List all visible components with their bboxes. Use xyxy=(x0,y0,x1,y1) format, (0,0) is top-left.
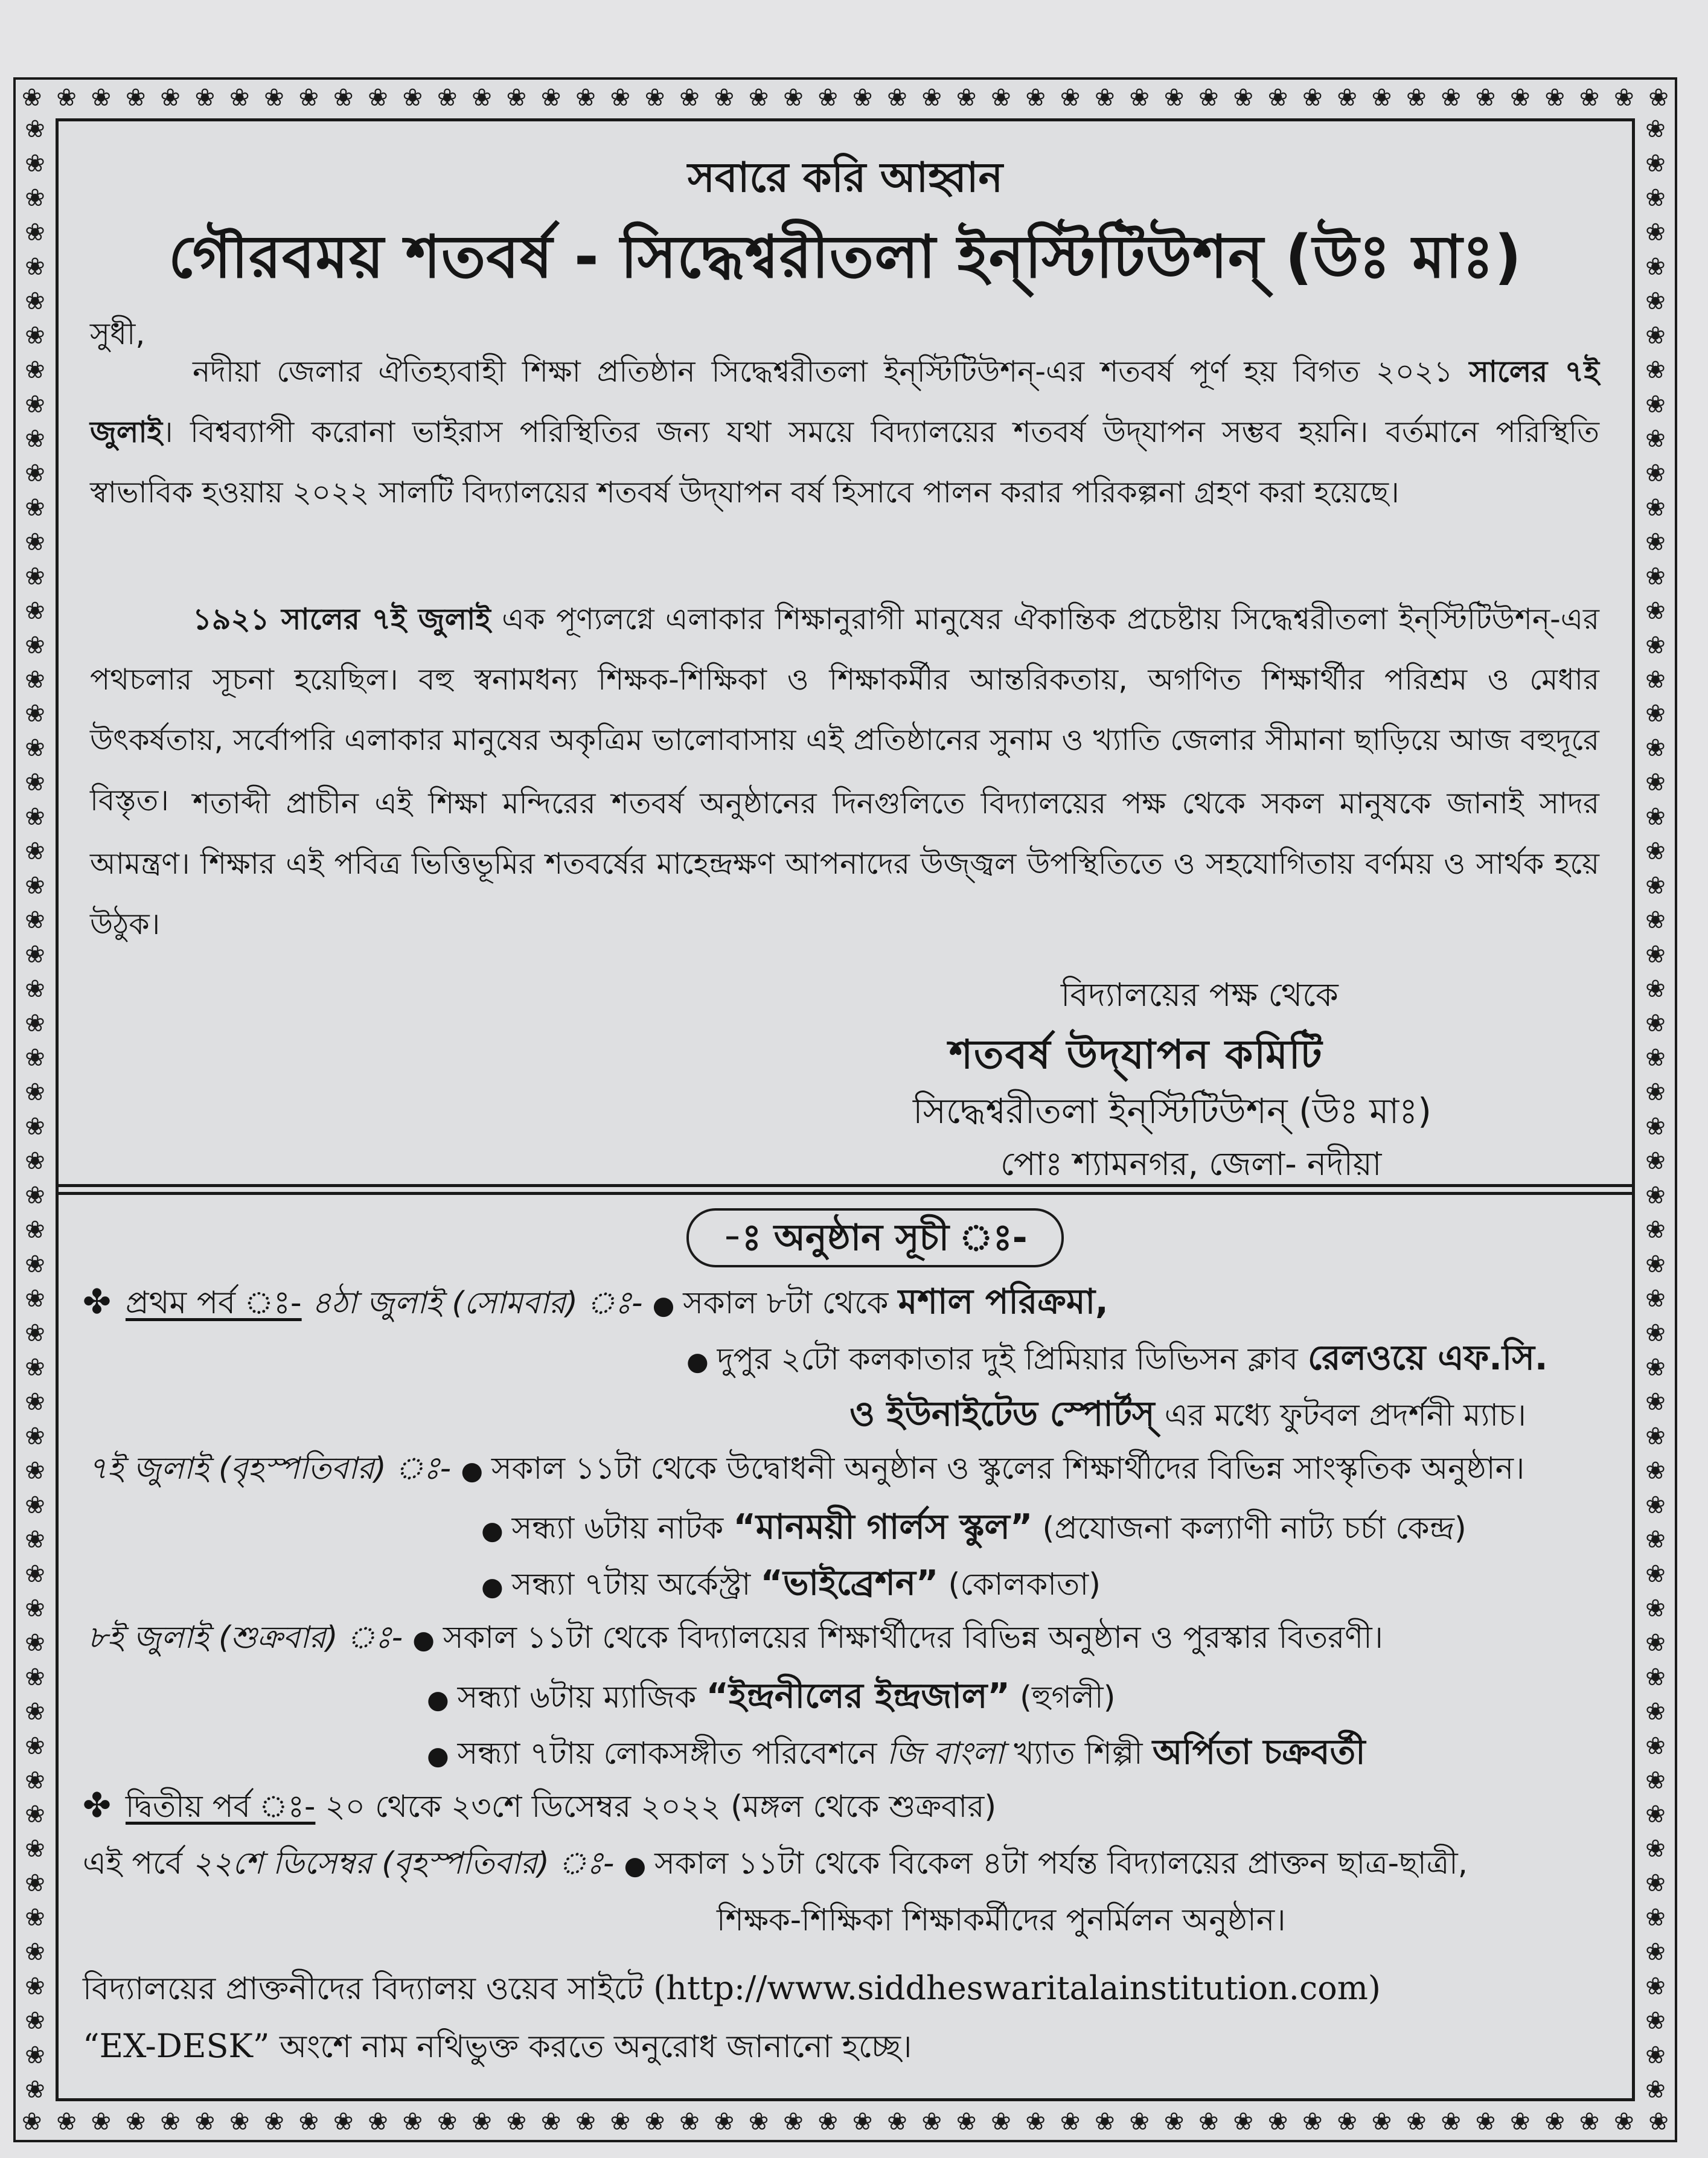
flower-ornament-icon: ❀ xyxy=(1645,184,1666,212)
flower-ornament-icon: ❀ xyxy=(25,1938,45,1967)
flower-ornament-icon: ❀ xyxy=(25,941,45,969)
flower-ornament-icon: ❀ xyxy=(472,84,492,112)
flower-ornament-icon: ❀ xyxy=(1645,115,1666,143)
flower-ornament-icon: ❀ xyxy=(1645,1732,1666,1760)
flower-ornament-icon: ❀ xyxy=(56,84,77,112)
day2-item3-bold: “ভাইব্রেশন” xyxy=(760,1563,939,1603)
bullet-icon: ● xyxy=(624,1850,647,1880)
flower-ornament-icon: ❀ xyxy=(817,2108,839,2136)
flower-ornament-icon: ❀ xyxy=(1198,2108,1219,2136)
inner-box xyxy=(56,118,1635,2101)
day2-item3-text-b: (কোলকাতা) xyxy=(938,1567,1101,1602)
paragraph-1 xyxy=(90,342,1599,523)
paragraph-2-text: এক পূণ্যলগ্নে এলাকার শিক্ষানুরাগী মানুষের ঐকান্তিক প্রচেষ্টায় সিদ্ধেশ্বরীতলা ইন্‌স্টিটিউশন্-এর পথচলার সূচনা হয়েছিল। বহু স্বনামধন্য শিক্ষক-শিক্ষিকা ও শিক্ষাকর্মীর আন্তরিকতায়, অগণিত শিক্ষার্থীর পরিশ্রম ও মেধার উৎকর্ষতায়, সর্বোপরি এলাকার মানুষের অকৃত্রিম ভালোবাসায় এই প্রতিষ্ঠানের সুনাম ও খ্যাতি জেলার সীমানা ছাড়িয়ে আজ বহুদূরে বিস্তৃত। xyxy=(90,602,1599,818)
flower-ornament-icon: ❀ xyxy=(1441,2108,1461,2136)
flower-ornament-icon: ❀ xyxy=(1648,84,1669,112)
day3-item2-bold: “ইন্দ্রনীলের ইন্দ্রজাল” xyxy=(706,1676,1010,1716)
footer-line-2 xyxy=(83,2022,912,2075)
flower-ornament-icon: ❀ xyxy=(25,1353,45,1382)
flower-ornament-icon: ❀ xyxy=(1060,2108,1081,2136)
flower-ornament-icon: ❀ xyxy=(506,84,527,112)
flower-ornament-icon: ❀ xyxy=(1163,84,1185,112)
flower-ornament-icon: ❀ xyxy=(956,2108,977,2136)
flower-ornament-icon: ❀ xyxy=(1371,2108,1392,2136)
bullet-icon: ● xyxy=(427,1740,449,1770)
flower-ornament-icon: ❀ xyxy=(783,2108,804,2136)
day2-item2-text: সন্ধ্যা ৬টায় নাটক xyxy=(511,1511,734,1546)
flower-ornament-icon: ❀ xyxy=(1406,2108,1427,2136)
flower-ornament-icon: ❀ xyxy=(783,84,804,112)
flower-ornament-icon: ❀ xyxy=(25,1697,45,1726)
flower-ornament-icon: ❀ xyxy=(1198,84,1219,112)
flower-ornament-icon: ❀ xyxy=(1645,872,1666,900)
flower-ornament-icon: ❀ xyxy=(1645,1835,1666,1863)
flower-ornament-icon: ❀ xyxy=(25,1560,45,1588)
bullet-icon: ● xyxy=(652,1290,675,1320)
flower-ornament-icon: ❀ xyxy=(1645,1284,1666,1313)
bullet-icon: ● xyxy=(412,1624,435,1654)
flower-ornament-icon: ❀ xyxy=(91,84,112,112)
flower-ornament-icon: ❀ xyxy=(887,2108,907,2136)
website-link[interactable]: (http://www.siddheswaritalainstitution.com) xyxy=(653,1969,1381,2007)
day2-item3-text: সন্ধ্যা ৭টায় অর্কেস্ট্রা xyxy=(511,1567,761,1602)
paragraph-1-text-b: । বিশ্বব্যাপী করোনা ভাইরাস পরিস্থিতির জন্য যথা সময়ে বিদ্যালয়ের শতবর্ষ উদ্‌যাপন সম্ভব হয়নি। বর্তমানে পরিস্থিতি স্বাভাবিক হওয়ায় ২০২২ সালটি বিদ্যালয়ের শতবর্ষ উদ্‌যাপন বর্ষ হিসাবে পালন করার পরিকল্পনা গ্রহণ করা হয়েছে। xyxy=(90,415,1599,510)
flower-ornament-icon: ❀ xyxy=(1645,1319,1666,1347)
flower-ornament-icon: ❀ xyxy=(25,493,45,522)
section-divider xyxy=(59,1184,1632,1195)
flower-ornament-icon: ❀ xyxy=(25,631,45,659)
flower-ornament-icon: ❀ xyxy=(1645,1628,1666,1657)
flower-ornament-icon: ❀ xyxy=(575,2108,596,2136)
flower-ornament-icon: ❀ xyxy=(25,424,45,453)
flower-ornament-icon: ❀ xyxy=(1579,2108,1600,2136)
bullet-icon: ● xyxy=(427,1684,449,1714)
flower-ornament-icon: ❀ xyxy=(25,837,45,866)
paragraph-2-bold: ১৯২১ সালের ৭ই জুলাই xyxy=(193,602,491,636)
flower-ornament-icon: ❀ xyxy=(679,84,700,112)
flower-ornament-icon: ❀ xyxy=(437,2108,458,2136)
flower-ornament-icon: ❀ xyxy=(1645,1147,1666,1176)
flower-ornament-icon: ❀ xyxy=(56,2108,77,2136)
flower-ornament-icon: ❀ xyxy=(714,84,735,112)
flower-ornament-icon: ❀ xyxy=(1645,1869,1666,1898)
paragraph-3-text: শতাব্দী প্রাচীন এই শিক্ষা মন্দিরের শতবর্ষ অনুষ্ঠানের দিনগুলিতে বিদ্যালয়ের পক্ষ থেকে সকল মানুষকে জানাই সাদর আমন্ত্রণ। শিক্ষার এই পবিত্র ভিত্তিভূমির শতবর্ষের মাহেন্দ্রক্ষণ আপনাদের উজ্জ্বল উপস্থিতিতে ও সহযোগিতায় বর্ণময় ও সার্থক হয়ে উঠুক। xyxy=(90,786,1599,941)
flower-ornament-icon: ❀ xyxy=(333,84,354,112)
day2-item3-line xyxy=(481,1557,1101,1615)
flower-ornament-icon: ❀ xyxy=(1645,1525,1666,1554)
flower-ornament-icon: ❀ xyxy=(1645,1904,1666,1932)
flower-ornament-icon: ❀ xyxy=(1233,2108,1253,2136)
bullet-icon: ● xyxy=(481,1515,504,1545)
flower-ornament-icon: ❀ xyxy=(25,459,45,487)
part2-dates: ২০ থেকে ২৩শে ডিসেম্বর ২০২২ (মঙ্গল থেকে শুক্রবার) xyxy=(315,1789,997,1825)
flower-ornament-icon: ❀ xyxy=(852,84,873,112)
flower-ornament-icon: ❀ xyxy=(25,1147,45,1176)
day3-item3-text-b: খ্যাত শিল্পী xyxy=(1004,1736,1153,1772)
signature-institution: সিদ্ধেশ্বরীতলা ইন্‌স্টিটিউশন্ (উঃ মাঃ) xyxy=(913,1090,1431,1132)
flower-ornament-icon: ❀ xyxy=(25,252,45,281)
flower-ornament-icon: ❀ xyxy=(1645,975,1666,1004)
flower-ornament-icon: ❀ xyxy=(1645,631,1666,659)
flower-ornament-icon: ❀ xyxy=(1337,84,1357,112)
flower-ornament-icon: ❀ xyxy=(25,2076,45,2104)
flower-ornament-icon: ❀ xyxy=(1645,803,1666,831)
flower-ornament-icon: ❀ xyxy=(125,84,146,112)
day1-item2-line xyxy=(686,1332,1548,1389)
flower-ornament-icon: ❀ xyxy=(25,562,45,591)
flower-ornament-icon: ❀ xyxy=(22,2108,42,2136)
flower-ornament-icon: ❀ xyxy=(1544,84,1565,112)
flower-ornament-icon: ❀ xyxy=(25,803,45,831)
flower-ornament-icon: ❀ xyxy=(1302,2108,1323,2136)
part2-day-label: ২২শে ডিসেম্বর (বৃহস্পতিবার) ঃ- xyxy=(192,1846,615,1881)
flower-ornament-icon: ❀ xyxy=(25,975,45,1004)
flower-ornament-icon: ❀ xyxy=(1129,84,1150,112)
flower-ornament-icon: ❀ xyxy=(1475,2108,1496,2136)
flower-ornament-icon: ❀ xyxy=(1645,941,1666,969)
flower-ornament-icon: ❀ xyxy=(817,84,839,112)
flower-ornament-icon: ❀ xyxy=(437,84,458,112)
flower-ornament-icon: ❀ xyxy=(1233,84,1253,112)
flower-ornament-icon: ❀ xyxy=(264,84,284,112)
flower-ornament-icon: ❀ xyxy=(1645,1388,1666,1416)
flower-ornament-icon: ❀ xyxy=(1645,1182,1666,1210)
flower-ornament-icon: ❀ xyxy=(1645,1697,1666,1726)
flower-ornament-icon: ❀ xyxy=(125,2108,146,2136)
day1-item2-text: দুপুর ২টো কলকাতার দুই প্রিমিয়ার ডিভিসন ক্লাব xyxy=(717,1342,1308,1377)
part2-line xyxy=(83,1783,996,1834)
day2-label: ৭ই জুলাই (বৃহস্পতিবার) ঃ- xyxy=(88,1451,452,1487)
flower-ornament-icon: ❀ xyxy=(1337,2108,1357,2136)
day1-item2-bold: রেলওয়ে এফ.সি. xyxy=(1308,1338,1548,1378)
programme-title: -ঃ অনুষ্ঠান সূচী ঃ- xyxy=(686,1208,1064,1267)
ornament-border-top xyxy=(22,83,1669,112)
flower-ornament-icon: ❀ xyxy=(25,734,45,763)
flower-ornament-icon: ❀ xyxy=(25,2007,45,2035)
paragraph-3 xyxy=(90,773,1599,955)
flower-ornament-icon: ❀ xyxy=(1645,2041,1666,2070)
day3-item1-text: সকাল ১১টা থেকে বিদ্যালয়ের শিক্ষার্থীদের বিভিন্ন অনুষ্ঠান ও পুরস্কার বিতরণী। xyxy=(443,1620,1383,1656)
flower-ornament-icon: ❀ xyxy=(160,2108,181,2136)
flower-ornament-icon: ❀ xyxy=(25,356,45,384)
flower-ornament-icon: ❀ xyxy=(25,1525,45,1554)
flower-ornament-icon: ❀ xyxy=(1441,84,1461,112)
flower-ornament-icon: ❀ xyxy=(1645,2076,1666,2104)
day3-item3-line xyxy=(427,1726,1366,1784)
part2-item1-cont: শিক্ষক-শিক্ষিকা শিক্ষাকর্মীদের পুনর্মিলন অনুষ্ঠান। xyxy=(717,1903,1286,1938)
flower-ornament-icon: ❀ xyxy=(25,1044,45,1072)
flower-ornament-icon: ❀ xyxy=(25,1869,45,1898)
flower-ornament-icon: ❀ xyxy=(1645,321,1666,350)
flower-ornament-icon: ❀ xyxy=(1614,2108,1634,2136)
flower-ornament-icon: ❀ xyxy=(25,321,45,350)
day3-item3-italic: জি বাংলা xyxy=(886,1736,1005,1772)
flower-ornament-icon: ❀ xyxy=(1645,1353,1666,1382)
flower-ornament-icon: ❀ xyxy=(264,2108,284,2136)
flower-ornament-icon: ❀ xyxy=(1645,459,1666,487)
flower-ornament-icon: ❀ xyxy=(1614,84,1634,112)
flower-ornament-icon: ❀ xyxy=(1163,2108,1185,2136)
flower-ornament-icon: ❀ xyxy=(25,769,45,797)
flower-ornament-icon: ❀ xyxy=(25,1801,45,1829)
flower-ornament-icon: ❀ xyxy=(1475,84,1496,112)
tagline: সবারে করি আহ্বান xyxy=(687,154,1003,202)
flower-ornament-icon: ❀ xyxy=(25,1904,45,1932)
day2-item1-text: সকাল ১১টা থেকে উদ্বোধনী অনুষ্ঠান ও স্কুলের শিক্ষার্থীদের বিভিন্ন সাংস্কৃতিক অনুষ্ঠান। xyxy=(491,1451,1525,1487)
flower-ornament-icon: ❀ xyxy=(1579,84,1600,112)
flower-ornament-icon: ❀ xyxy=(25,1422,45,1450)
flower-ornament-icon: ❀ xyxy=(25,597,45,625)
flower-ornament-icon: ❀ xyxy=(1267,84,1288,112)
flower-ornament-icon: ❀ xyxy=(1645,1078,1666,1107)
flower-ornament-icon: ❀ xyxy=(1645,837,1666,866)
flower-ornament-icon: ❀ xyxy=(402,2108,423,2136)
flower-ornament-icon: ❀ xyxy=(1060,84,1081,112)
paragraph-1-bold: সালের ৭ই জুলাই xyxy=(90,354,1599,449)
footer-text: বিদ্যালয়ের প্রাক্তনীদের বিদ্যালয় ওয়েব সাইটে xyxy=(83,1971,654,2007)
flower-ornament-icon: ❀ xyxy=(25,1216,45,1244)
flower-ornament-icon: ❀ xyxy=(25,906,45,935)
flower-ornament-icon: ❀ xyxy=(1645,700,1666,728)
flower-ornament-icon: ❀ xyxy=(748,2108,769,2136)
ex-desk-label: “EX-DESK” xyxy=(83,2027,270,2065)
flower-ornament-icon: ❀ xyxy=(1645,1560,1666,1588)
flower-ornament-icon: ❀ xyxy=(991,2108,1011,2136)
flower-ornament-icon: ❀ xyxy=(921,2108,942,2136)
flower-ornament-icon: ❀ xyxy=(1645,1491,1666,1519)
part2-day-line xyxy=(83,1840,1468,1891)
flower-ornament-icon: ❀ xyxy=(25,287,45,315)
headline: গৌরবময় শতবর্ষ - সিদ্ধেশ্বরীতলা ইন্‌স্টিটিউশন্ (উঃ মাঃ) xyxy=(168,223,1522,292)
flower-ornament-icon: ❀ xyxy=(25,184,45,212)
day3-item3-bold: অর্পিতা চক্রবর্তী xyxy=(1152,1732,1366,1772)
part2-label: দ্বিতীয় পর্ব ঃ- xyxy=(125,1789,316,1825)
flower-ornament-icon: ❀ xyxy=(1025,2108,1046,2136)
flower-ornament-icon: ❀ xyxy=(229,2108,250,2136)
part1-label: প্রথম পর্ব ঃ- xyxy=(125,1285,302,1321)
flower-ornament-icon: ❀ xyxy=(333,2108,354,2136)
day3-label: ৮ই জুলাই (শুক্রবার) ঃ- xyxy=(88,1620,403,1656)
signature-committee: শতবর্ষ উদ্‌যাপন কমিটি xyxy=(949,1031,1323,1078)
flower-ornament-icon: ❀ xyxy=(1645,2007,1666,2035)
flower-ornament-icon: ❀ xyxy=(25,390,45,418)
flower-ornament-icon: ❀ xyxy=(887,84,907,112)
flower-ornament-icon: ❀ xyxy=(1645,1250,1666,1278)
flower-ornament-icon: ❀ xyxy=(25,1182,45,1210)
flower-ornament-icon: ❀ xyxy=(610,2108,631,2136)
flower-ornament-icon: ❀ xyxy=(91,2108,112,2136)
flower-ornament-icon: ❀ xyxy=(25,1388,45,1416)
day3-item1-line xyxy=(88,1614,1383,1665)
day3-item3-text: সন্ধ্যা ৭টায় লোকসঙ্গীত পরিবেশনে xyxy=(457,1736,887,1772)
flower-ornament-icon: ❀ xyxy=(1645,597,1666,625)
flower-ornament-icon: ❀ xyxy=(25,1010,45,1038)
bullet-icon: ● xyxy=(461,1455,483,1485)
day3-item2-text: সন্ধ্যা ৬টায় ম্যাজিক xyxy=(457,1680,706,1715)
flower-ornament-icon: ❀ xyxy=(1645,390,1666,418)
flower-ornament-icon: ❀ xyxy=(25,115,45,143)
flower-ornament-icon: ❀ xyxy=(1645,528,1666,556)
bullet-icon: ● xyxy=(481,1571,504,1601)
flower-ornament-icon: ❀ xyxy=(25,528,45,556)
day1-item3-line xyxy=(849,1388,1526,1446)
flower-ornament-icon: ❀ xyxy=(25,218,45,246)
flower-ornament-icon: ❀ xyxy=(1129,2108,1150,2136)
signature-line-1: বিদ্যালয়ের পক্ষ থেকে xyxy=(1061,976,1339,1014)
flower-ornament-icon: ❀ xyxy=(25,1628,45,1657)
flower-ornament-icon: ❀ xyxy=(25,1319,45,1347)
flower-ornament-icon: ❀ xyxy=(25,1113,45,1141)
flower-ornament-icon: ❀ xyxy=(368,2108,388,2136)
flower-ornament-icon: ❀ xyxy=(1645,356,1666,384)
flower-ornament-icon: ❀ xyxy=(25,1594,45,1622)
day2-item2-text-b: (প্রযোজনা কল্যাণী নাট্য চর্চা কেন্দ্র) xyxy=(1032,1511,1467,1546)
flower-ornament-icon: ❀ xyxy=(1645,734,1666,763)
flower-ornament-icon: ❀ xyxy=(229,84,250,112)
flower-ornament-icon: ❀ xyxy=(1645,1663,1666,1691)
flower-ornament-icon: ❀ xyxy=(1645,1113,1666,1141)
flower-ornament-icon: ❀ xyxy=(25,1284,45,1313)
flower-ornament-icon: ❀ xyxy=(610,84,631,112)
flower-ornament-icon: ❀ xyxy=(194,2108,216,2136)
flower-ornament-icon: ❀ xyxy=(298,84,319,112)
flower-ornament-icon: ❀ xyxy=(540,2108,561,2136)
flower-ornament-icon: ❀ xyxy=(25,872,45,900)
footer-line-1 xyxy=(83,1964,1381,2017)
page-frame xyxy=(13,77,1677,2142)
ornament-border-right xyxy=(1641,115,1670,2105)
invitation-section xyxy=(59,121,1632,1182)
flower-ornament-icon: ❀ xyxy=(368,84,388,112)
flower-ornament-icon: ❀ xyxy=(1645,1938,1666,1967)
day1-item1-text: সকাল ৮টা থেকে xyxy=(683,1286,898,1321)
flower-ornament-icon: ❀ xyxy=(1645,906,1666,935)
flower-ornament-icon: ❀ xyxy=(1406,84,1427,112)
flower-ornament-icon: ❀ xyxy=(25,1973,45,2001)
bullet-icon: ● xyxy=(686,1346,709,1376)
flower-ornament-icon: ❀ xyxy=(852,2108,873,2136)
flower-ornament-icon: ❀ xyxy=(1371,84,1392,112)
flower-ornament-icon: ❀ xyxy=(1645,149,1666,178)
flower-ornament-icon: ❀ xyxy=(1645,1216,1666,1244)
flower-ornament-icon: ❀ xyxy=(194,84,216,112)
ornament-border-left xyxy=(21,115,50,2105)
flower-ornament-icon: ❀ xyxy=(1645,1973,1666,2001)
part1-day1-line xyxy=(83,1276,1108,1333)
flower-ornament-icon: ❀ xyxy=(402,84,423,112)
day2-item1-line xyxy=(88,1445,1524,1496)
flower-ornament-icon: ❀ xyxy=(1095,84,1115,112)
day2-item2-bold: “মানময়ী গার্লস স্কুল” xyxy=(733,1507,1033,1547)
flower-ornament-icon: ❀ xyxy=(25,665,45,694)
flower-ornament-icon: ❀ xyxy=(160,84,181,112)
flower-ornament-icon: ❀ xyxy=(25,1456,45,1485)
day1-item3-text: এর মধ্যে ফুটবল প্রদর্শনী ম্যাচ। xyxy=(1154,1398,1526,1433)
flower-ornament-icon: ❀ xyxy=(1267,2108,1288,2136)
part2-prefix: এই পর্বে xyxy=(83,1846,193,1881)
flower-bullet-icon: ✤ xyxy=(83,1786,111,1825)
day2-item2-line xyxy=(481,1501,1467,1558)
salutation: সুধী, xyxy=(90,316,146,351)
flower-ornament-icon: ❀ xyxy=(298,2108,319,2136)
flower-bullet-icon: ✤ xyxy=(83,1282,111,1322)
flower-ornament-icon: ❀ xyxy=(575,84,596,112)
flower-ornament-icon: ❀ xyxy=(1645,665,1666,694)
flower-ornament-icon: ❀ xyxy=(956,84,977,112)
flower-ornament-icon: ❀ xyxy=(25,1835,45,1863)
flower-ornament-icon: ❀ xyxy=(1025,84,1046,112)
ornament-border-bottom xyxy=(22,2107,1669,2136)
flower-ornament-icon: ❀ xyxy=(1645,1044,1666,1072)
flower-ornament-icon: ❀ xyxy=(1095,2108,1115,2136)
flower-ornament-icon: ❀ xyxy=(25,149,45,178)
flower-ornament-icon: ❀ xyxy=(1645,1766,1666,1795)
flower-ornament-icon: ❀ xyxy=(25,1491,45,1519)
flower-ornament-icon: ❀ xyxy=(25,1766,45,1795)
flower-ornament-icon: ❀ xyxy=(25,1732,45,1760)
flower-ornament-icon: ❀ xyxy=(1645,562,1666,591)
programme-section xyxy=(59,1196,1632,2098)
flower-ornament-icon: ❀ xyxy=(921,84,942,112)
day1-item3-bold: ও ইউনাইটেড স্পোর্টস্ xyxy=(849,1394,1155,1434)
flower-ornament-icon: ❀ xyxy=(1645,218,1666,246)
flower-ornament-icon: ❀ xyxy=(1645,769,1666,797)
flower-ornament-icon: ❀ xyxy=(644,84,665,112)
flower-ornament-icon: ❀ xyxy=(1645,287,1666,315)
flower-ornament-icon: ❀ xyxy=(748,84,769,112)
flower-ornament-icon: ❀ xyxy=(506,2108,527,2136)
day3-item2-text-b: (হুগলী) xyxy=(1009,1680,1116,1715)
day1-item1-bold: মশাল পরিক্রমা, xyxy=(898,1282,1108,1322)
flower-ornament-icon: ❀ xyxy=(472,2108,492,2136)
flower-ornament-icon: ❀ xyxy=(1645,1594,1666,1622)
day1-label: ৪ঠা জুলাই (সোমবার) ঃ- xyxy=(301,1286,643,1321)
flower-ornament-icon: ❀ xyxy=(1645,1422,1666,1450)
flower-ornament-icon: ❀ xyxy=(679,2108,700,2136)
part2-item1-text: সকাল ১১টা থেকে বিকেল ৪টা পর্যন্ত বিদ্যালয়ের প্রাক্তন ছাত্র-ছাত্রী, xyxy=(654,1846,1468,1881)
flower-ornament-icon: ❀ xyxy=(1648,2108,1669,2136)
flower-ornament-icon: ❀ xyxy=(25,700,45,728)
flower-ornament-icon: ❀ xyxy=(1645,493,1666,522)
flower-ornament-icon: ❀ xyxy=(1645,1010,1666,1038)
flower-ornament-icon: ❀ xyxy=(644,2108,665,2136)
flower-ornament-icon: ❀ xyxy=(25,1250,45,1278)
paragraph-1-text-a: নদীয়া জেলার ঐতিহ্যবাহী শিক্ষা প্রতিষ্ঠান সিদ্ধেশ্বরীতলা ইন্‌স্টিটিউশন্-এর শতবর্ষ পূর্ণ হয় বিগত ২০২১ xyxy=(193,354,1470,389)
day3-item2-line xyxy=(427,1670,1115,1727)
flower-ornament-icon: ❀ xyxy=(1645,252,1666,281)
flower-ornament-icon: ❀ xyxy=(1302,84,1323,112)
flower-ornament-icon: ❀ xyxy=(25,1078,45,1107)
flower-ornament-icon: ❀ xyxy=(1510,84,1530,112)
signature-address: পোঃ শ্যামনগর, জেলা- নদীয়া xyxy=(1000,1145,1382,1183)
flower-ornament-icon: ❀ xyxy=(1645,1456,1666,1485)
flower-ornament-icon: ❀ xyxy=(1510,2108,1530,2136)
flower-ornament-icon: ❀ xyxy=(25,1663,45,1691)
flower-ornament-icon: ❀ xyxy=(1645,424,1666,453)
flower-ornament-icon: ❀ xyxy=(22,84,42,112)
flower-ornament-icon: ❀ xyxy=(1645,1801,1666,1829)
flower-ornament-icon: ❀ xyxy=(1544,2108,1565,2136)
flower-ornament-icon: ❀ xyxy=(25,2041,45,2070)
flower-ornament-icon: ❀ xyxy=(991,84,1011,112)
flower-ornament-icon: ❀ xyxy=(714,2108,735,2136)
footer-text-2: অংশে নাম নথিভুক্ত করতে অনুরোধ জানানো হচ্ছে। xyxy=(269,2029,912,2065)
flower-ornament-icon: ❀ xyxy=(540,84,561,112)
